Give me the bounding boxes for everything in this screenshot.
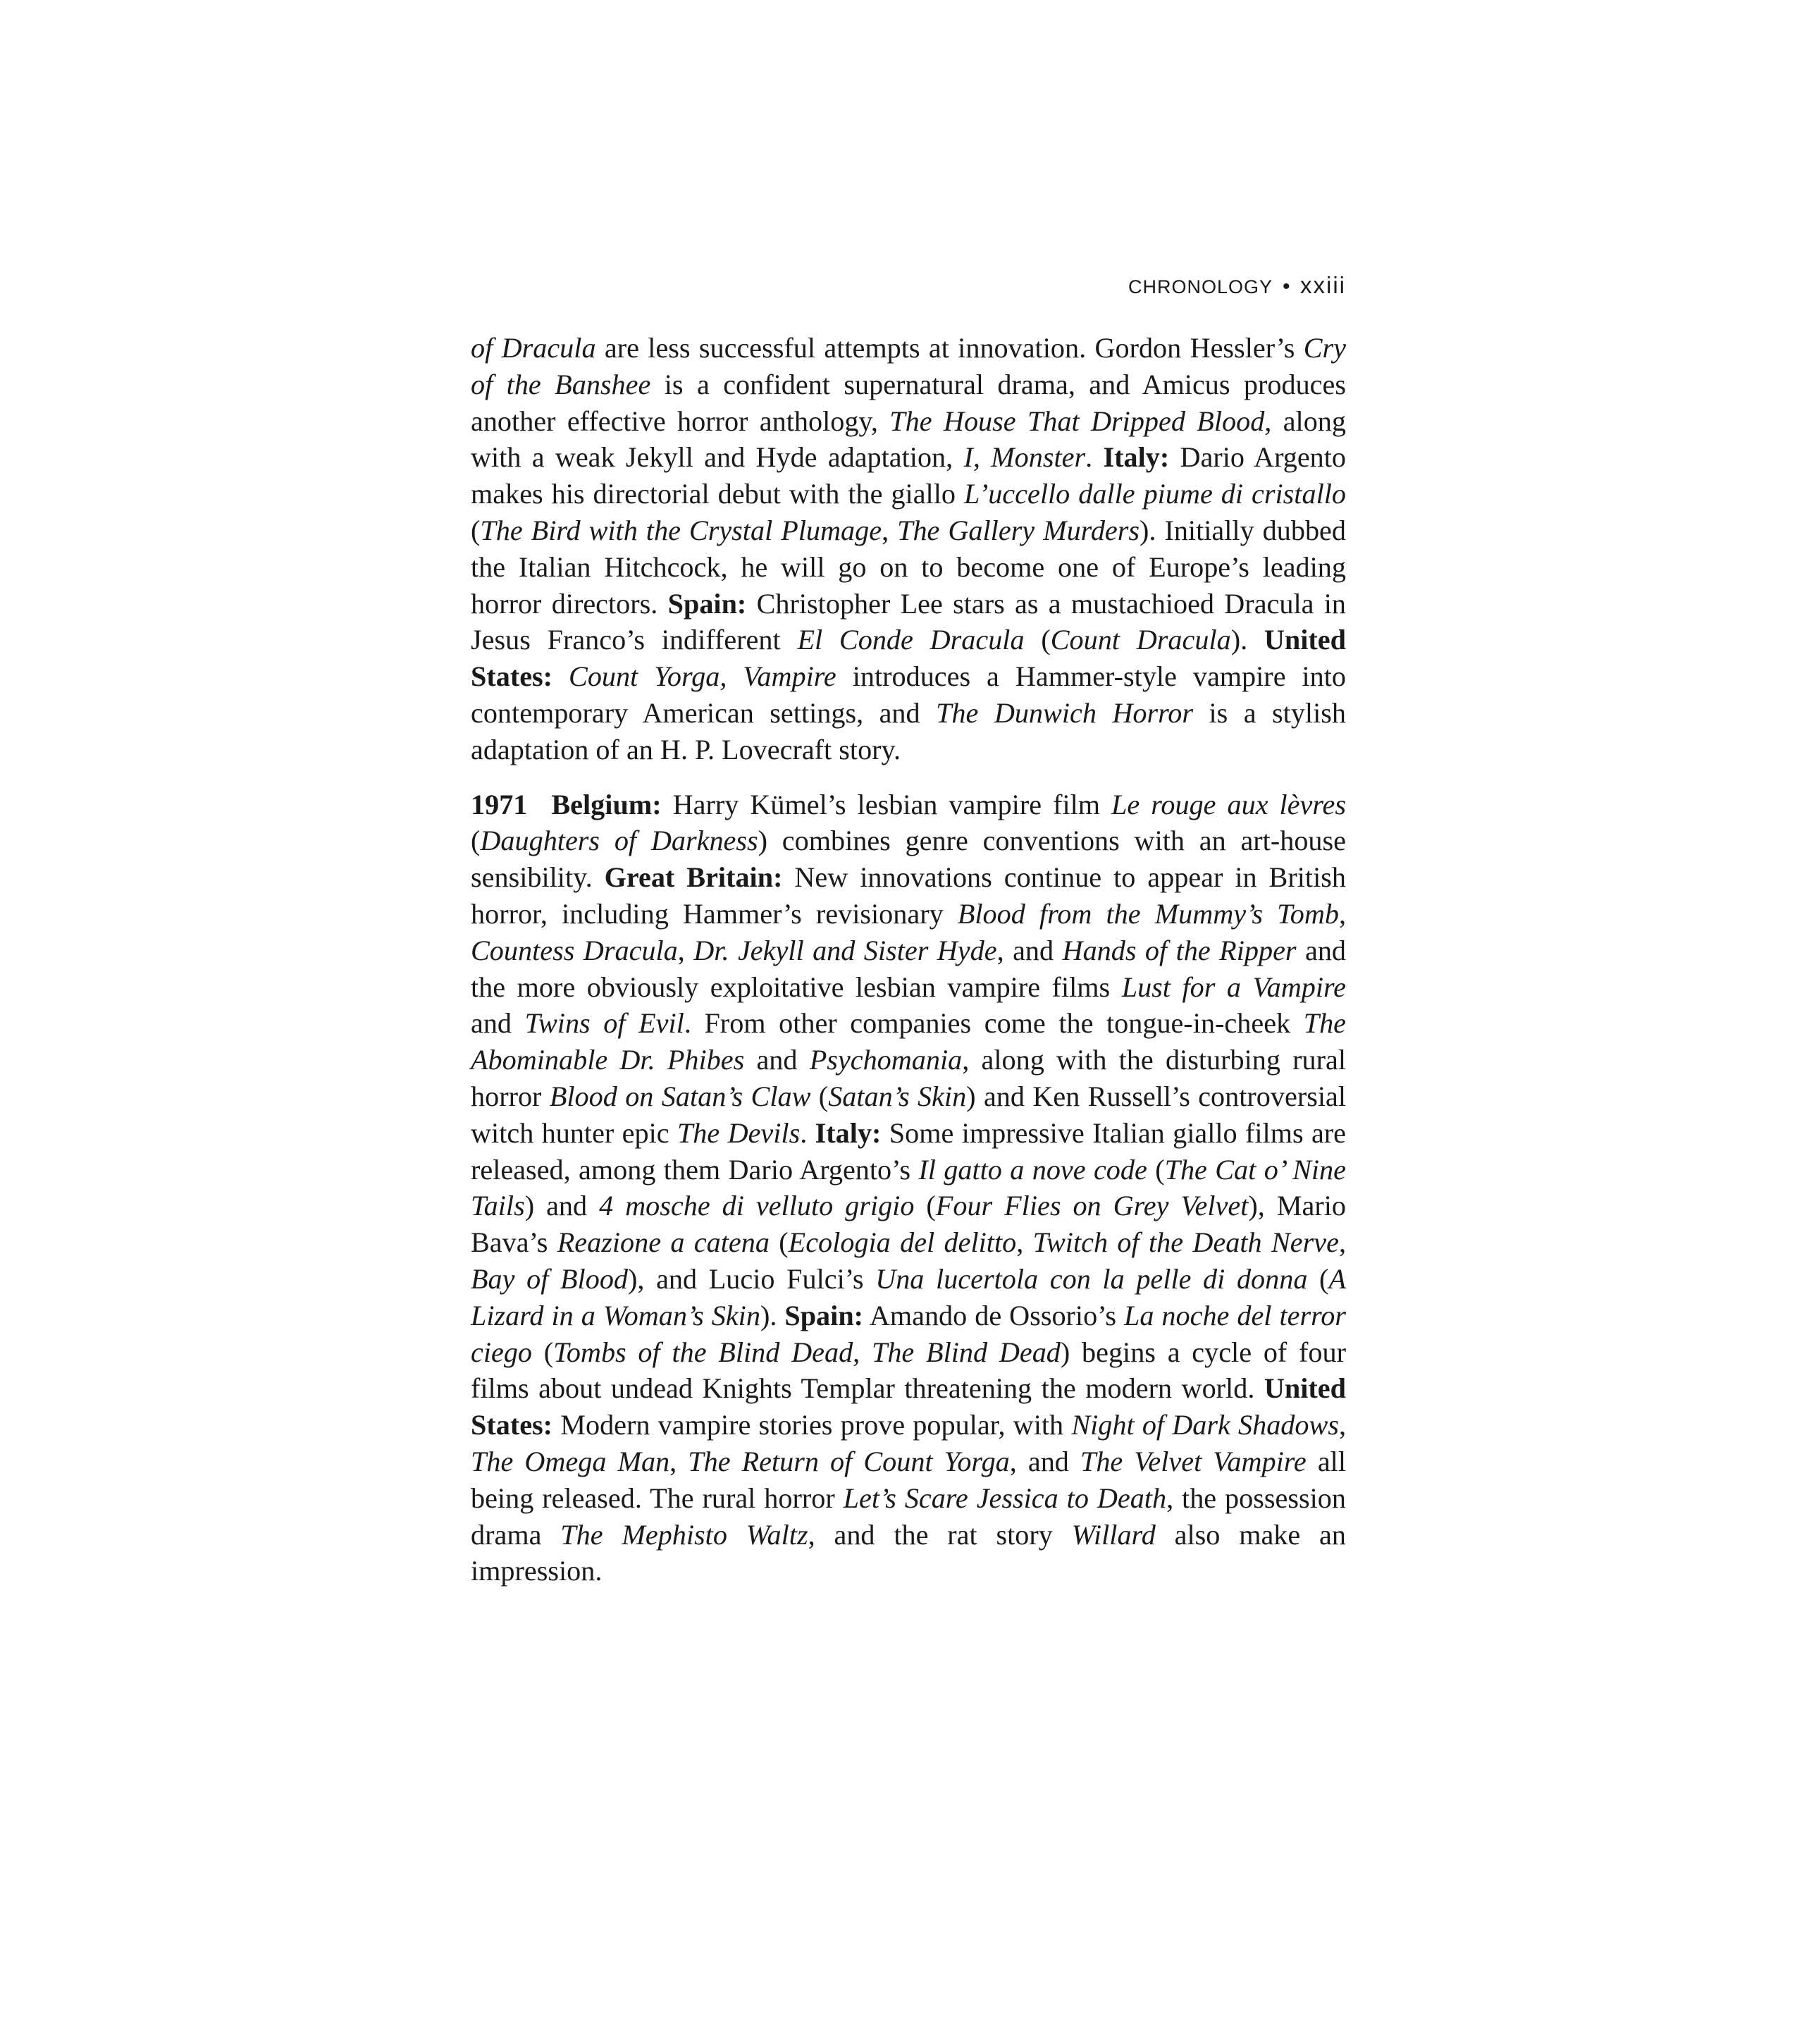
text-run: , along with the disturbing rural horror	[471, 1044, 1347, 1112]
text-run: ,	[853, 1336, 872, 1368]
text-run: (	[532, 1336, 554, 1368]
film-title: Countess Dracula	[471, 934, 678, 966]
film-title: of Dracula	[471, 332, 596, 364]
text-run: (	[1147, 1153, 1165, 1186]
film-title: Blood from the Mummy’s Tomb	[957, 897, 1339, 930]
film-title: The Abominable Dr. Phibes	[471, 1007, 1346, 1076]
text-run: ) and Ken Russell’s controversial witch hunter epic	[471, 1080, 1347, 1149]
text-run: New innovations continue to appear in British horror, including Hammer’s revisionary	[471, 861, 1346, 930]
text-run: and the more obviously exploitative lesbian vampire films	[471, 934, 1347, 1003]
film-title: Daughters of Darkness	[480, 825, 758, 857]
text-run: ), and Lucio Fulci’s	[628, 1262, 876, 1295]
text-run: and	[471, 1007, 525, 1040]
text-run: along with a weak Jekyll and Hyde adaptation,	[471, 405, 1346, 474]
text-run: (	[914, 1190, 936, 1222]
country-label: United States:	[471, 624, 1346, 693]
film-title: I, Monster	[963, 441, 1086, 474]
text-run: ,	[1338, 1409, 1346, 1441]
text-run: ). Initially dubbed the Italian Hitchcock, he will go on to become one of Europe’s leading horror directors.	[471, 514, 1346, 620]
text-run: .	[800, 1116, 815, 1149]
country-label: Great Britain:	[604, 861, 783, 894]
film-title: Ecologia del delitto	[788, 1226, 1017, 1259]
film-title: Willard	[1071, 1518, 1156, 1551]
text-run: ,	[1338, 897, 1346, 930]
film-title: A Lizard in a Woman’s Skin	[471, 1262, 1347, 1331]
text-run: (	[471, 514, 481, 546]
film-title: Count Dracula	[1050, 624, 1231, 656]
text-run: Dario Argento makes his directorial debut with the giallo	[471, 441, 1347, 510]
film-title: The Return of Count Yorga	[688, 1445, 1010, 1477]
film-title: Cry of the Banshee	[471, 332, 1346, 400]
text-run: ) combines genre conventions with an art-house sensibility.	[471, 825, 1346, 894]
country-label: Spain:	[784, 1299, 864, 1331]
film-title: El Conde Dracula	[797, 624, 1025, 656]
chronology-entry-1971	[471, 787, 1346, 1590]
film-title: Dr. Jekyll and Sister Hyde	[693, 934, 997, 966]
text-run: Modern vampire stories prove popular, with	[552, 1409, 1072, 1441]
chronology-entry-continued	[471, 330, 1346, 768]
film-title: The Velvet Vampire	[1080, 1445, 1307, 1477]
film-title: Blood on Satan’s Claw	[549, 1080, 811, 1112]
text-run: Christopher Lee stars as a mustachioed Dracula in Jesus Franco’s indifferent	[471, 587, 1346, 656]
film-title: Psychomania	[809, 1044, 963, 1076]
film-title: The Gallery Murders	[897, 514, 1140, 546]
film-title: Four Flies on Grey Velvet	[935, 1190, 1249, 1222]
text-run: are less successful attempts at innovation. Gordon Hessler’s	[595, 332, 1304, 364]
film-title: The House That Dripped Blood,	[889, 405, 1272, 437]
text-run: ,	[669, 1445, 688, 1477]
country-label: United States:	[471, 1372, 1346, 1441]
film-title: Hands of the Ripper	[1062, 934, 1297, 966]
text-run: ,	[677, 934, 694, 966]
page-number: xxiii	[1300, 272, 1346, 298]
film-title: Il gatto a nove code	[918, 1153, 1147, 1186]
text-run: Amando de Ossorio’s	[863, 1299, 1124, 1331]
film-title: The Cat o’ Nine Tails	[471, 1153, 1346, 1222]
film-title: The Dunwich Horror	[936, 696, 1194, 729]
text-run: .	[1085, 441, 1104, 474]
film-title: Twins of Evil	[524, 1007, 684, 1040]
text-run: ).	[760, 1299, 785, 1331]
chronology-text	[471, 330, 1346, 1589]
text-run: ), Mario Bava’s	[471, 1190, 1346, 1259]
section-title: CHRONOLOGY	[1128, 276, 1273, 297]
film-title: The Blind Dead	[871, 1336, 1061, 1368]
text-run: ,	[1338, 1226, 1346, 1259]
film-title: The Bird with the Crystal Plumage	[480, 514, 882, 546]
text-run: (	[1024, 624, 1051, 656]
country-label: Belgium:	[551, 788, 662, 820]
text-run: introduces a Hammer-style vampire into contemporary American settings, and	[471, 660, 1346, 729]
text-run: ,	[882, 514, 898, 546]
entry-year: 1971	[471, 788, 528, 820]
bullet-separator: •	[1282, 275, 1290, 298]
text-run: , the possession drama	[471, 1482, 1346, 1551]
country-label: Italy:	[1103, 441, 1170, 474]
text-run: (	[1307, 1262, 1329, 1295]
film-title: Bay of Blood	[471, 1262, 629, 1295]
text-run: . From other companies come the tongue-in-cheek	[684, 1007, 1304, 1040]
text-run: is a stylish adaptation of an H. P. Lovecraft story.	[471, 696, 1347, 765]
film-title: Tombs of the Blind Dead	[553, 1336, 853, 1368]
text-run: and	[744, 1044, 810, 1076]
film-title: Reazione a catena	[557, 1226, 770, 1259]
film-title: The Devils	[677, 1116, 801, 1149]
text-run: Some impressive Italian giallo films are released, among them Dario Argento’s	[471, 1116, 1347, 1186]
film-title: Una lucertola con la pelle di donna	[875, 1262, 1308, 1295]
film-title: 4 mosche di velluto grigio	[599, 1190, 915, 1222]
film-title: Count Yorga, Vampire	[569, 660, 836, 693]
running-head	[1128, 271, 1346, 301]
text-run: (	[769, 1226, 789, 1259]
text-run: (	[810, 1080, 829, 1112]
film-title: L’uccello dalle piume di cristallo	[963, 478, 1346, 510]
text-run: ) and	[524, 1190, 600, 1222]
text-run: ,	[1016, 1226, 1033, 1259]
film-title: Satan’s Skin	[828, 1080, 967, 1112]
text-run: , and	[1009, 1445, 1080, 1477]
film-title: Let’s Scare Jessica to Death	[843, 1482, 1167, 1514]
text-run: all being released. The rural horror	[471, 1445, 1346, 1514]
country-label: Spain:	[667, 587, 747, 620]
text-run: (	[471, 825, 481, 857]
text-run: , and	[996, 934, 1063, 966]
text-run: Harry Kümel’s lesbian vampire film	[661, 788, 1112, 820]
country-label: Italy:	[815, 1116, 882, 1149]
film-title: The Mephisto Waltz	[560, 1518, 808, 1551]
text-run	[552, 660, 569, 692]
film-title: Twitch of the Death Nerve	[1032, 1226, 1339, 1259]
film-title: Night of Dark Shadows	[1071, 1409, 1339, 1441]
film-title: Lust for a Vampire	[1121, 971, 1346, 1003]
text-run: also make an impression.	[471, 1518, 1346, 1587]
film-title: The Omega Man	[471, 1445, 670, 1477]
text-run: ).	[1230, 624, 1264, 656]
text-run: ) begins a cycle of four films about undead Knights Templar threatening the modern world.	[471, 1336, 1347, 1405]
text-run: is a confident supernatural drama, and Amicus produces another effective horror anthology,	[471, 368, 1346, 437]
film-title: La noche del terror ciego	[471, 1299, 1346, 1368]
text-run: , and the rat story	[808, 1518, 1072, 1551]
film-title: Le rouge aux lèvres	[1111, 788, 1346, 820]
